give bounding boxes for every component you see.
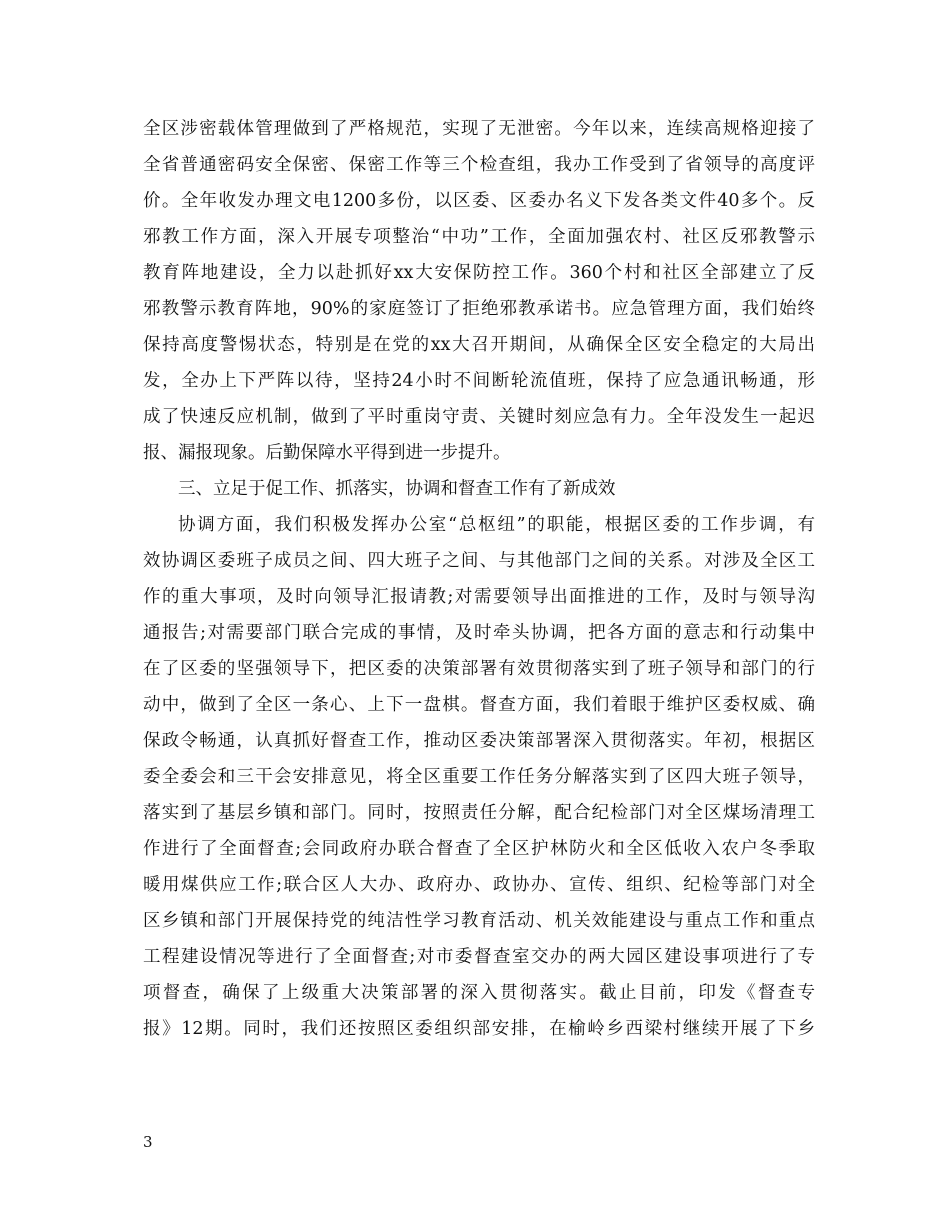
text-line: 暖用煤供应工作;联合区人大办、政府办、政协办、宣传、组织、纪检等部门对全	[143, 875, 815, 895]
text-line: 动中，做到了全区一条心、上下一盘棋。督查方面，我们着眼于维护区委权威、确	[143, 695, 815, 715]
text-line: 邪教警示教育阵地，90%的家庭签订了拒绝邪教承诺书。应急管理方面，我们始终	[143, 299, 815, 319]
text-line: 全省普通密码安全保密、保密工作等三个检查组，我办工作受到了省领导的高度评	[143, 155, 815, 175]
text-line: 协调方面，我们积极发挥办公室“总枢纽”的职能，根据区委的工作步调，有	[178, 515, 815, 535]
text-line: 项督查，确保了上级重大决策部署的深入贯彻落实。截止目前，印发《督查专	[143, 983, 815, 1003]
text-line: 保政令畅通，认真抓好督查工作，推动区委决策部署深入贯彻落实。年初，根据区	[143, 731, 815, 751]
text-line: 保持高度警惕状态，特别是在党的xx大召开期间，从确保全区安全稳定的大局出	[143, 335, 815, 355]
text-line: 落实到了基层乡镇和部门。同时，按照责任分解，配合纪检部门对全区煤场清理工	[143, 803, 815, 823]
text-line: 教育阵地建设，全力以赴抓好xx大安保防控工作。360个村和社区全部建立了反	[143, 263, 815, 283]
text-line: 成了快速反应机制，做到了平时重岗守责、关键时刻应急有力。全年没发生一起迟	[143, 407, 815, 427]
text-line: 发，全办上下严阵以待，坚持24小时不间断轮流值班，保持了应急通讯畅通，形	[143, 371, 815, 391]
text-line: 邪教工作方面，深入开展专项整治“中功”工作，全面加强农村、社区反邪教警示	[143, 227, 815, 247]
text-line: 区乡镇和部门开展保持党的纯洁性学习教育活动、机关效能建设与重点工作和重点	[143, 911, 815, 931]
page-number: 3	[143, 1133, 153, 1151]
text-line: 报、漏报现象。后勤保障水平得到进一步提升。	[143, 443, 511, 463]
text-line: 工程建设情况等进行了全面督查;对市委督查室交办的两大园区建设事项进行了专	[143, 947, 815, 967]
text-line: 报》12期。同时，我们还按照区委组织部安排，在榆岭乡西梁村继续开展了下乡	[143, 1019, 815, 1039]
text-line: 效协调区委班子成员之间、四大班子之间、与其他部门之间的关系。对涉及全区工	[143, 551, 815, 571]
text-line: 作的重大事项，及时向领导汇报请教;对需要领导出面推进的工作，及时与领导沟	[143, 587, 815, 607]
text-line: 通报告;对需要部门联合完成的事情，及时牵头协调，把各方面的意志和行动集中	[143, 623, 815, 643]
text-line: 委全委会和三干会安排意见，将全区重要工作任务分解落实到了区四大班子领导，	[143, 767, 815, 787]
text-line: 作进行了全面督查;会同政府办联合督查了全区护林防火和全区低收入农户冬季取	[143, 839, 815, 859]
section-heading: 三、立足于促工作、抓落实，协调和督查工作有了新成效	[178, 479, 616, 499]
text-line: 全区涉密载体管理做到了严格规范，实现了无泄密。今年以来，连续高规格迎接了	[143, 119, 815, 139]
text-line: 价。全年收发办理文电1200多份，以区委、区委办名义下发各类文件40多个。反	[143, 191, 815, 211]
text-line: 在了区委的坚强领导下，把区委的决策部署有效贯彻落实到了班子领导和部门的行	[143, 659, 815, 679]
